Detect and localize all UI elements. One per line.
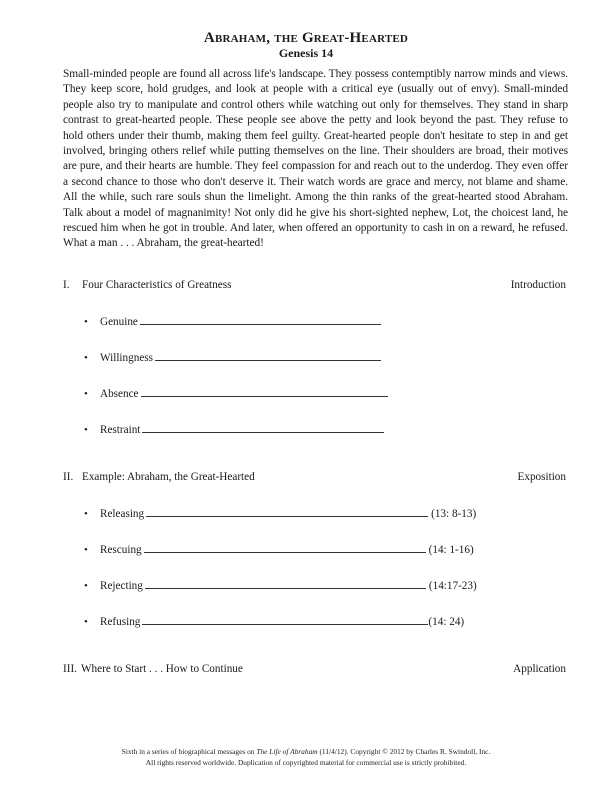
intro-paragraph: Small-minded people are found all across life's landscape. They possess contemptibly narrow minds and views. They keep score, hold grudges, and look at people with a critical eye (usually out of envy). Small-minded people also try to manipulate and control others while watching out only for themselves. They stand in sharp contrast to great-hearted people. These people see above the petty and look beyond the past. They refuse to hold others under their thumb, making them feel guilty. Great-hearted people don't hesitate to step in and get involved, bringing others relief while putting themselves on the line. Their shoulders are broad, their motives are pure, and their hearts are humble. They feel compassion for and reach out to the underdog. They even offer a second chance to those who don't deserve it. Their watch words are grace and mercy, not blame and shame. All the while, such rare souls shun the limelight. Among the thin ranks of the great-hearted stood Abraham. Talk about a model of magnanimity! Not only did he give his short-sighted nephew, Lot, the choicest land, he rescued him when he got in trouble. And later, when offered an opportunity to cash in on a reward, he refused. What a man . . . Abraham, the great-hearted! — [63, 68, 568, 250]
section-numeral: I. — [63, 279, 70, 291]
section-numeral: II. — [63, 471, 74, 483]
bullet-icon: • — [84, 388, 88, 400]
item-label: Genuine — [100, 316, 138, 328]
outline-item — [84, 542, 474, 557]
bullet-icon: • — [84, 616, 88, 628]
section-heading-left — [63, 662, 243, 676]
item-label: Absence — [100, 388, 139, 400]
section-heading-text: Four Characteristics of Greatness — [82, 279, 232, 291]
fill-in-blank[interactable] — [145, 578, 426, 589]
page-subtitle: Genesis 14 — [278, 46, 334, 60]
section-tag: Exposition — [517, 471, 566, 483]
outline-item — [84, 506, 476, 521]
fill-in-blank[interactable] — [141, 386, 388, 397]
scripture-reference: (13: 8-13) — [431, 508, 477, 520]
section-tag: Application — [513, 663, 566, 675]
bullet-icon: • — [84, 580, 88, 592]
bullet-icon: • — [84, 544, 88, 556]
bullet-icon: • — [84, 316, 88, 328]
fill-in-blank[interactable] — [142, 614, 428, 625]
footer-text: Sixth in a series of biographical messages on — [121, 747, 257, 756]
section-tag: Introduction — [510, 279, 566, 291]
outline-item — [84, 350, 384, 365]
item-label: Restraint — [100, 424, 141, 436]
fill-in-blank[interactable] — [142, 422, 384, 433]
section-numeral: III. — [63, 663, 77, 675]
footer-line-1 — [0, 746, 612, 757]
bullet-icon: • — [84, 508, 88, 520]
section-heading-left — [63, 278, 231, 292]
outline-item — [84, 422, 387, 437]
copyright-footer — [0, 746, 612, 768]
bullet-icon: • — [84, 424, 88, 436]
outline-item — [84, 578, 477, 593]
scripture-reference: (14: 1-16) — [428, 544, 474, 556]
scripture-reference: (14:17-23) — [428, 580, 477, 592]
section-heading-left — [63, 470, 255, 484]
scripture-reference: (14: 24) — [428, 616, 465, 628]
page-title: Abraham, the Great-Hearted — [203, 30, 409, 46]
fill-in-blank[interactable] — [144, 542, 426, 553]
bullet-icon: • — [84, 352, 88, 364]
fill-in-blank[interactable] — [146, 506, 428, 517]
fill-in-blank[interactable] — [155, 350, 381, 361]
section-heading-3 — [63, 662, 566, 676]
item-label: Refusing — [100, 616, 141, 628]
section-heading-2 — [63, 470, 566, 484]
series-title: The Life of Abraham — [256, 747, 318, 756]
section-heading-1 — [63, 278, 566, 292]
outline-item — [84, 314, 384, 329]
item-label: Releasing — [100, 508, 145, 520]
outline-item — [84, 614, 464, 629]
footer-line-2: All rights reserved worldwide. Duplication of copyrighted material for commercial use is strictly prohibited. — [145, 758, 467, 767]
fill-in-blank[interactable] — [140, 314, 381, 325]
section-heading-text: Example: Abraham, the Great-Hearted — [82, 471, 255, 483]
outline-item — [84, 386, 391, 401]
footer-text: (11/4/12). Copyright © 2012 by Charles R. Swindoll, Inc. — [317, 747, 491, 756]
item-label: Rejecting — [100, 580, 143, 592]
section-heading-text: Where to Start . . . How to Continue — [80, 663, 243, 675]
item-label: Rescuing — [100, 544, 142, 556]
item-label: Willingness — [100, 352, 153, 364]
